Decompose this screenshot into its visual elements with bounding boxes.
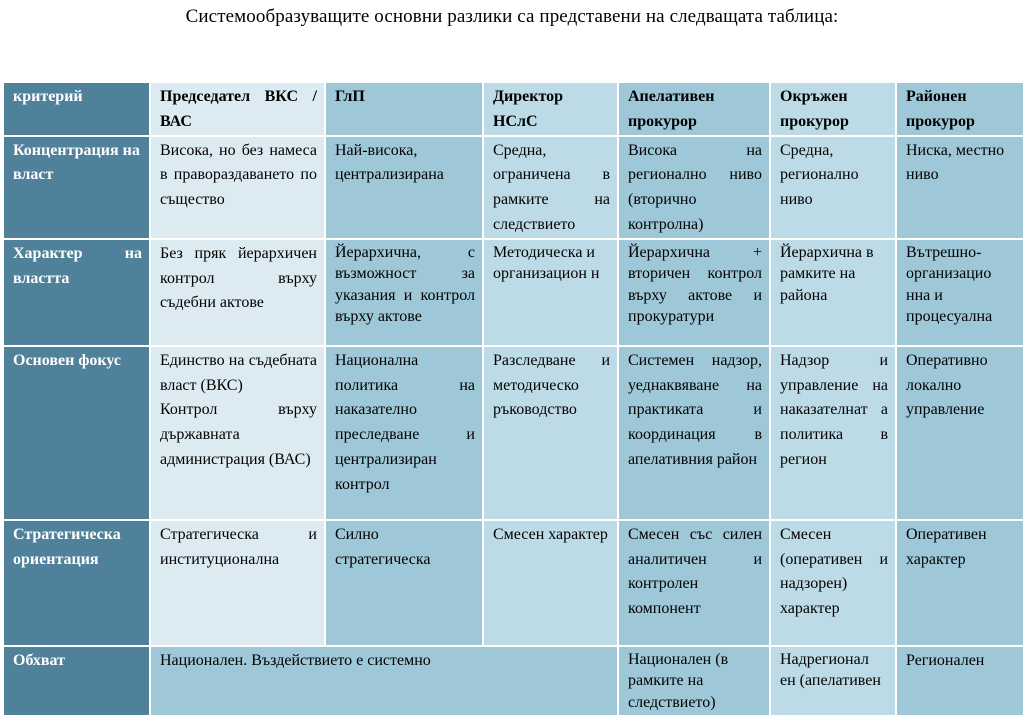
table-cell: Методическа и организацион н [483,239,618,346]
table-cell-merged: Национален. Въздействието е системно [150,646,618,716]
table-row [4,239,1024,346]
table-row [4,136,1024,239]
row-criterion: Обхват [4,646,150,716]
table-cell: Вътрешно-организацио нна и процесуална [896,239,1024,346]
table-row [4,646,1024,716]
row-criterion: Стратегическа ориентация [4,520,150,646]
header-appellate: Апелативен прокурор [618,83,770,136]
table-cell: Регионален [896,646,1024,716]
table-cell: Ниска, местно ниво [896,136,1024,239]
header-district: Окръжен прокурор [770,83,896,136]
table-cell-line: Единство на съдебната власт (ВКС) [160,351,317,394]
table-cell: Силно стратегическа [325,520,483,646]
table-row [4,520,1024,646]
table-cell: Йерархична, с възможност за указания и контрол върху актове [325,239,483,346]
table-cell: Смесен със силен аналитичен и контролен компонент [618,520,770,646]
table-cell: Средна, регионално ниво [770,136,896,239]
table-cell: Най-висока, централизирана [325,136,483,239]
table-cell: Национален (в рамките на следствието) [618,646,770,716]
header-regional: Районен прокурор [896,83,1024,136]
page-title: Системообразуващите основни разлики са представени на следващата таблица: [185,6,839,27]
row-criterion: Основен фокус [4,346,150,520]
row-criterion: Концентрация на власт [4,136,150,239]
table-cell: Йерархична + вторичен контрол върху актове и прокуратури [618,239,770,346]
table-cell: Стратегическа и институционална [150,520,325,646]
table-cell: Йерархична в рамките на района [770,239,896,346]
table-header-row [4,83,1024,136]
table-cell: Смесен (оперативен и надзорен) характер [770,520,896,646]
table-cell: Разследване и методическо ръководство [483,346,618,520]
table-cell: Национална политика на наказателно преследване и централизиран контрол [325,346,483,520]
comparison-table [4,83,1024,717]
header-nsls: Директор НСлС [483,83,618,136]
table-cell: Смесен характер [483,520,618,646]
table-cell-line: Контрол върху държавната администрация (ВАС) [160,401,317,468]
table-cell: Надрегионал ен (апелативен [770,646,896,716]
table-cell: Висока, но без намеса в правораздаването по същество [150,136,325,239]
table-cell: Без пряк йерархичен контрол върху съдебни актове [150,239,325,346]
header-vks-vas: Председател ВКС / ВАС [150,83,325,136]
table-cell: Надзор и управление на наказателнат а политика в регион [770,346,896,520]
table-cell: Средна, ограничена в рамките на следствието [483,136,618,239]
table-row [4,346,1024,520]
header-criterion: критерий [4,83,150,136]
row-criterion: Характер на властта [4,239,150,346]
header-glp: ГлП [325,83,483,136]
table-cell: Системен надзор, уеднаквяване на практиката и координация в апелативния район [618,346,770,520]
table-cell: Висока на регионално ниво (вторично контролна) [618,136,770,239]
table-cell: Оперативно локално управление [896,346,1024,520]
table-cell-pair [150,346,325,520]
table-cell: Оперативен характер [896,520,1024,646]
